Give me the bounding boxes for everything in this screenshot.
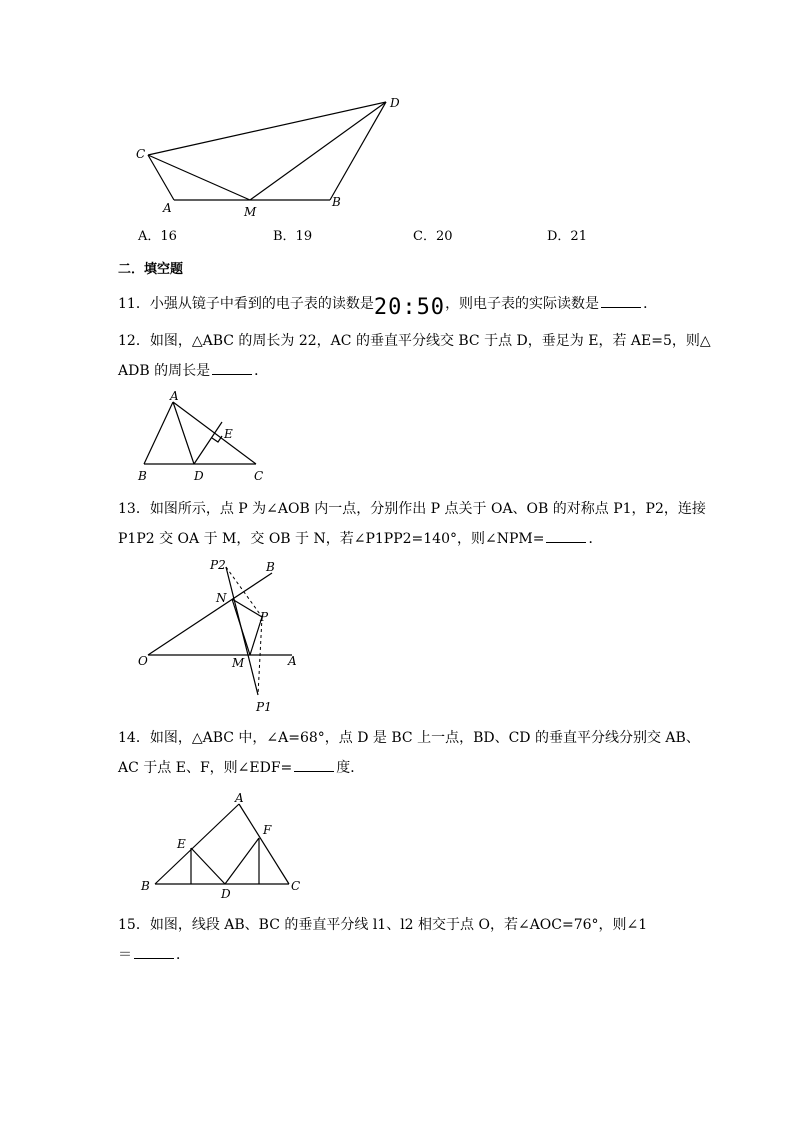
- q14-label-e: E: [177, 837, 186, 851]
- q10-option-b[interactable]: B．19: [273, 229, 313, 244]
- q13-line2: [118, 529, 602, 549]
- q12-line1: 12．如图，△ABC 的周长为 22，AC 的垂直平分线交 BC 于点 D，垂足为 E，若 AE=5，则△: [118, 333, 711, 349]
- q15-end: ．: [176, 947, 190, 963]
- q13-label-p: P: [260, 610, 269, 624]
- q13-answer-blank[interactable]: [546, 530, 586, 543]
- q14-line2: [118, 758, 364, 778]
- q15-line2: [118, 945, 190, 965]
- q15-line2-pre: ＝: [118, 947, 132, 963]
- q12-label-c: C: [254, 469, 264, 483]
- q10-label-b: B: [332, 195, 341, 209]
- q15-line1: 15．如图，线段 AB、BC 的垂直平分线 l1、l2 相交于点 O，若∠AOC=76°，则∠1: [118, 917, 648, 933]
- q10-figure: [130, 92, 420, 222]
- q12-label-d: D: [194, 469, 204, 483]
- q13-line1: 13．如图所示，点 P 为∠AOB 内一点，分别作出 P 点关于 OA、OB 的对称点 P1，P2，连接: [118, 501, 706, 517]
- q10-option-d[interactable]: D．21: [547, 229, 587, 244]
- q12-line2: [118, 361, 268, 381]
- q15-answer-blank[interactable]: [134, 946, 174, 959]
- q10-label-c: C: [136, 147, 146, 161]
- q10-label-m: M: [244, 205, 257, 219]
- q11-clock-display: 20:50: [373, 295, 446, 320]
- q12-figure: [132, 390, 272, 485]
- q13-label-o: O: [138, 654, 148, 668]
- q14-end: 度．: [336, 760, 365, 776]
- q12-label-b: B: [138, 469, 147, 483]
- q10-label-a: A: [163, 201, 172, 215]
- section-title: 二．填空题: [118, 262, 184, 277]
- q10-option-c[interactable]: C．20: [413, 229, 453, 244]
- q13-end: ．: [588, 531, 603, 547]
- q14-figure: [135, 790, 315, 900]
- q13-label-b: B: [266, 560, 275, 574]
- q13-label-m: M: [232, 656, 245, 670]
- q10-option-a[interactable]: A．16: [138, 229, 177, 244]
- q13-line2-pre: P1P2 交 OA 于 M，交 OB 于 N，若∠P1PP2=140°，则∠NPM=: [118, 531, 545, 547]
- q13-label-a: A: [288, 654, 297, 668]
- q14-label-d: D: [221, 887, 231, 900]
- q13-figure: [132, 555, 312, 715]
- q11-post: ，则电子表的实际读数是: [445, 296, 600, 312]
- q12-label-a: A: [170, 390, 179, 403]
- q10-label-d: D: [390, 96, 400, 110]
- q14-label-f: F: [263, 823, 272, 837]
- q11-end: ．: [643, 296, 658, 312]
- q12-line2-pre: ADB 的周长是: [118, 363, 211, 379]
- q13-label-n: N: [216, 591, 227, 605]
- q14-line1: 14．如图，△ABC 中，∠A=68°，点 D 是 BC 上一点，BD、CD 的垂直平分线分别交 AB、: [118, 730, 700, 746]
- q14-line2-pre: AC 于点 E、F，则∠EDF=: [118, 760, 293, 776]
- q12-label-e: E: [224, 427, 233, 441]
- q14-label-a: A: [235, 791, 244, 805]
- q12-answer-blank[interactable]: [212, 362, 252, 375]
- q13-label-p2: P2: [210, 558, 226, 572]
- q12-end: ．: [254, 363, 269, 379]
- q11-pre: 11．小强从镜子中看到的电子表的读数是: [118, 296, 374, 312]
- q14-answer-blank[interactable]: [294, 759, 334, 772]
- q11-answer-blank[interactable]: [601, 295, 641, 308]
- q14-label-c: C: [291, 879, 301, 893]
- q13-label-p1: P1: [256, 700, 272, 714]
- q14-label-b: B: [141, 879, 150, 893]
- q11-text: [118, 294, 657, 319]
